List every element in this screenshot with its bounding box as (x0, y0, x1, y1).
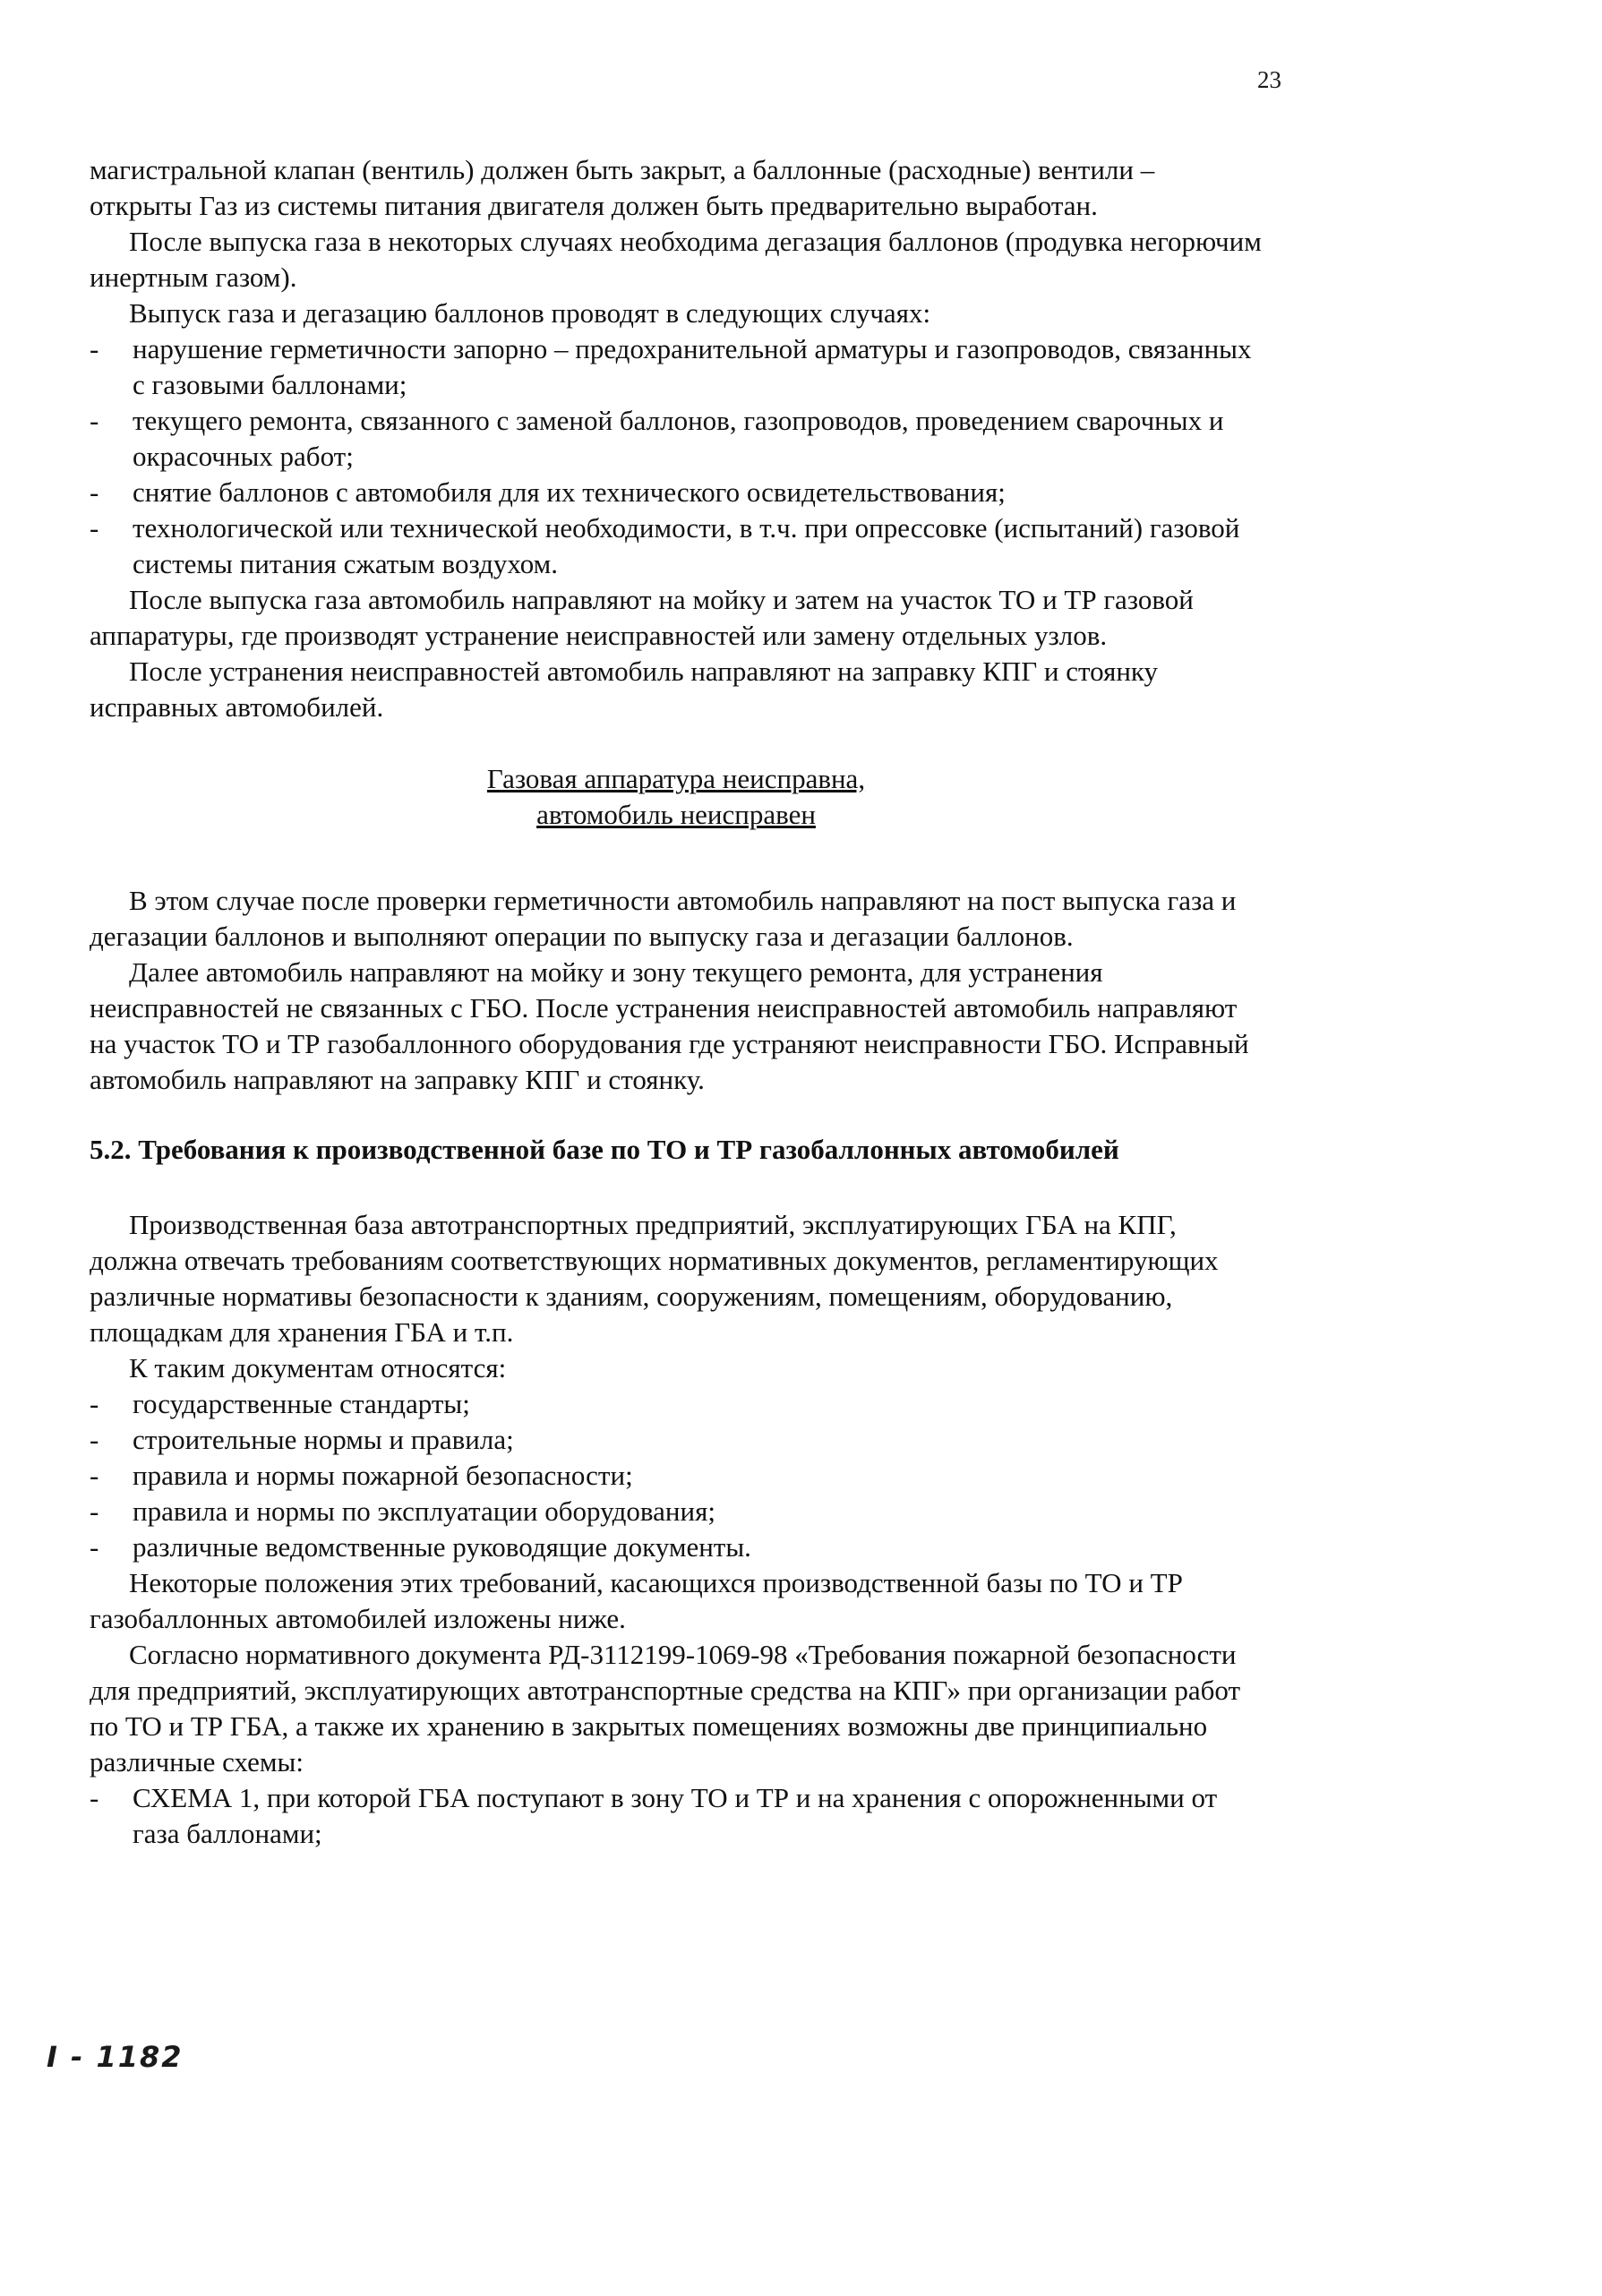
paragraph: Далее автомобиль направляют на мойку и зону текущего ремонта, для устранения неисправностей не связанных с ГБО. После устранения неисправностей автомобиль направляют на участок ТО и ТР газобаллонного оборудования где устраняют неисправности ГБО. Исправный автомобиль направляют на заправку КПГ и стоянку. (90, 956, 1249, 1095)
bullet-dash: - (90, 405, 99, 436)
list-item: - снятие баллонов с автомобиля для их технического освидетельствования; (90, 475, 1263, 510)
list-item: - СХЕМА 1, при которой ГБА поступают в зону ТО и ТР и на хранения с опорожненными от газа баллонами; (90, 1782, 1218, 1849)
bullet-dash: - (90, 1460, 99, 1491)
bullet-dash: - (90, 1531, 99, 1563)
sub-heading (90, 761, 1263, 833)
list-item: - строительные нормы и правила; (90, 1422, 1263, 1458)
paragraph: После выпуска газа в некоторых случаях необходима дегазация баллонов (продувка негорючим инертным газом). (90, 226, 1262, 293)
list-item: - текущего ремонта, связанного с заменой баллонов, газопроводов, проведением сварочных и окрасочных работ; (90, 405, 1224, 472)
section-heading: 5.2. Требования к производственной базе по ТО и ТР газобаллонных автомобилей (90, 1134, 1119, 1165)
paragraph: После устранения неисправностей автомобиль направляют на заправку КПГ и стоянку исправных автомобилей. (90, 655, 1159, 723)
list-item: - правила и нормы пожарной безопасности; (90, 1458, 1263, 1494)
paragraph: В этом случае после проверки герметичности автомобиль направляют на пост выпуска газа и дегазации баллонов и выполняют операции по выпуску газа и дегазации баллонов. (90, 885, 1237, 952)
paragraph: Некоторые положения этих требований, касающихся производственной базы по ТО и ТР газобаллонных автомобилей изложены ниже. (90, 1567, 1183, 1634)
sub-heading-line: автомобиль неисправен (536, 799, 816, 830)
paragraph: Производственная база автотранспортных предприятий, эксплуатирующих ГБА на КПГ, должна отвечать требованиям соответствующих нормативных документов, регламентирующих различные нормативы безопасности к зданиям, сооружениям, помещениям, оборудованию, площадкам для хранения ГБА и т.п. (90, 1209, 1219, 1348)
bullet-dash: - (90, 476, 99, 508)
bullet-list-documents (90, 1386, 1263, 1565)
bullet-dash: - (90, 1782, 99, 1813)
list-item: - правила и нормы по эксплуатации оборудования; (90, 1494, 1263, 1529)
document-body (90, 152, 1263, 1852)
bullet-dash: - (90, 512, 99, 544)
list-item: - различные ведомственные руководящие документы. (90, 1529, 1263, 1565)
paragraph: магистральной клапан (вентиль) должен быть закрыт, а баллонные (расходные) вентили – открыты Газ из системы питания двигателя должен быть предварительно выработан. (90, 154, 1155, 221)
bullet-list-schemes (90, 1780, 1263, 1852)
bullet-dash: - (90, 1424, 99, 1455)
footer-mark: I - 1182 (47, 2040, 184, 2074)
paragraph: После выпуска газа автомобиль направляют на мойку и затем на участок ТО и ТР газовой аппаратуры, где производят устранение неисправностей или замену отдельных узлов. (90, 584, 1194, 651)
paragraph: Согласно нормативного документа РД-3112199-1069-98 «Требования пожарной безопасности для предприятий, эксплуатирующих автотранспортные средства на КПГ» при организации работ по ТО и ТР ГБА, а также их хранению в закрытых помещениях возможны две принципиально различные схемы: (90, 1639, 1241, 1778)
list-item: - нарушение герметичности запорно – предохранительной арматуры и газопроводов, связанных с газовыми баллонами; (90, 333, 1252, 400)
bullet-list-cases (90, 331, 1263, 582)
list-item: - технологической или технической необходимости, в т.ч. при опрессовке (испытаний) газовой системы питания сжатым воздухом. (90, 512, 1240, 579)
paragraph: К таким документам относятся: (129, 1352, 507, 1384)
list-item: - государственные стандарты; (90, 1386, 1263, 1422)
page-number: 23 (1257, 66, 1281, 93)
bullet-dash: - (90, 333, 99, 364)
paragraph: Выпуск газа и дегазацию баллонов проводят в следующих случаях: (129, 297, 931, 329)
bullet-dash: - (90, 1388, 99, 1419)
sub-heading-line: Газовая аппаратура неисправна, (486, 763, 866, 794)
bullet-dash: - (90, 1495, 99, 1527)
